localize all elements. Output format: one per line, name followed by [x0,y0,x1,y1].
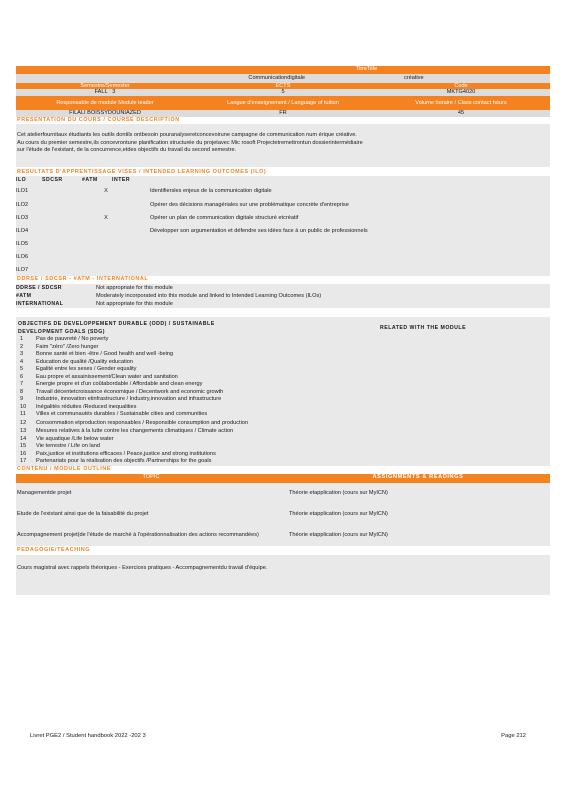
dcsr-table [16,284,550,308]
content-row [16,525,550,546]
dcsr-label: INTERNATIONAL [16,301,64,307]
sdg-text: Mesures relatives à la lutte contre les changements climatiques / Climate action [36,428,234,434]
responsible-value-row [16,110,550,117]
sdg-text: Consommation etproduction responsables / Responsible consumption and production [36,419,249,426]
content-row [16,504,550,525]
sdg-text: Paix,justice et institutions efficaces / Peace,justice and strong institutions [36,450,216,457]
sdg-row [16,458,550,466]
pedagogy-text: Cours magistral avec rappels théoriques - Exercices pratiques - Accompagnementdu travail d'équipe. [16,555,550,595]
responsible-label-row [16,96,550,110]
semester-value: FALL 3 [94,89,116,95]
code-label: Code [454,83,468,89]
content-topic: Accompagnement projet(de l'étude de marché à l'opérationnalisation des actions recommandées) [17,531,259,538]
sdg-row [16,344,550,352]
ilo-header-row [16,176,550,184]
sdg-number: 13 [20,428,27,434]
title-value: Communicationdigitale [248,75,305,81]
ilo-row [16,224,550,237]
sdg-row [16,436,550,444]
sdg-text: Bonne santé et bien -être / Good health and well -being [36,351,174,357]
sdg-row [16,336,550,344]
dcsr-text: Moderately incorporated into this module and linked to Intended Learning Outcomes (ILOs) [96,293,322,299]
ilo-row [16,211,550,224]
sdg-number: 1 [20,336,24,342]
content-header-row [16,474,550,483]
ilo-code: ILO1 [16,188,29,194]
content-row [16,483,550,504]
responsible-label: Responsable de module Module leader [56,99,154,106]
ilo-code: ILO4 [16,227,29,234]
semester-value-row [16,89,550,96]
language-value: FR [279,110,287,116]
ects-value: 5 [281,89,285,95]
sdg-number: 14 [20,435,27,442]
content-col-topic: TOPIC [142,473,160,480]
dcsr-row [16,300,550,308]
responsible-value: FILALI BOISSYDOUNIAZED [69,110,141,116]
ilo-col-dcsr: SDCSR [42,177,63,183]
sdg-number: 3 [20,351,24,357]
sdg-number: 15 [20,443,27,449]
content-heading: CONTENU / MODULE OUTLINE [17,465,112,472]
title-value-2: créative [404,75,424,81]
page-footer [30,733,526,739]
ilo-text: Identifiersles enjeux de la communication digitale [150,188,272,194]
sdg-text: Travail décentetcroissance économique / Decentwork and economic growth [36,388,224,395]
ilo-row [16,198,550,211]
sdg-text: Partenariats pour la réalisation des objectifs /Partnerships for the goals [36,458,212,464]
dcsr-text: Not appropriate for this module [96,301,173,307]
sdg-text: Inégalités réduites /Reduced inequalities [36,403,137,410]
ilo-code: ILO5 [16,240,29,247]
sdg-rows [16,336,550,466]
dcsr-label: DDRSE / SDCSR [16,285,62,291]
ilo-col-ilo: ILO [16,177,27,183]
sdg-number: 11 [20,411,26,417]
sdg-row [16,411,550,419]
sdg-number: 12 [20,419,27,426]
ilo-table [16,176,550,276]
title-label-row [16,66,550,74]
code-value: MKTG4020 [446,89,476,95]
ilo-code: ILO2 [16,201,29,208]
ilo-row [16,184,550,198]
sdg-text: Industrie, innovation etinfrastructure / Industry,innovation and infrastructure [36,396,222,402]
sdg-text: Eau propre et assainissement/Clean water and sanitation [36,373,178,380]
ilo-heading: RESULTATS D'APPRENTISSAGE VISES / INTENDED LEARNING OUTCOMES (ILO) [17,169,267,175]
sdg-row [16,404,550,412]
ects-label: ECTS [275,83,291,89]
pedagogy-heading: PEDAGOGIE/TEACHING [17,546,91,553]
sdg-table [16,317,550,466]
sdg-row [16,428,550,436]
sdg-text: Faim "zéro" /Zero hunger [36,343,99,350]
language-label: Langue d'enseignement / Language of tuition [227,100,339,106]
sdg-number: 7 [20,381,24,387]
presentation-text [16,124,550,167]
ilo-text: Développer son argumentation et défendre ses idées face à un public de professionnels [150,227,368,234]
ilo-text: Opérer un plan de communication digitale structuré etcréatif [150,214,299,221]
presentation-line-3: sur l'étude de l'existant, de la concurrence,etdes objectifs du travail du second semestre. [17,147,237,153]
content-assign: Théorie etapplication (cours sur MyICN) [289,532,388,538]
sdg-text: Egalité entre les sexes / Gender equality [36,366,137,372]
volume-label: Volume horaire / Class contact hours [415,99,507,106]
sdg-row [16,389,550,397]
sdg-number: 10 [20,403,27,410]
ilo-row [16,237,550,250]
content-table [16,483,550,546]
ilo-text: Opérer des décisions managériales sur une problématique concrète d'entreprise [150,201,349,208]
sdg-number: 16 [20,450,27,457]
presentation-heading: PRESENTATION DU COURS / COURSE DESCRIPTION [17,117,180,123]
sdg-number: 2 [20,343,24,350]
sdg-number: 6 [20,373,24,380]
sdg-row [16,396,550,404]
presentation-line-2: Au cours du premier semestre,ils concevrontune planification structurée du projetavec Mic rosoft Projectetremettrontun dossierintermédiaire [17,139,363,146]
sdg-heading-1: OBJECTIFS DE DEVELOPPEMENT DURABLE (ODD) / SUSTAINABLE [18,321,215,327]
ilo-mark: X [104,214,108,221]
sdg-number: 8 [20,388,24,395]
sdg-number: 9 [20,396,24,402]
content-assign: Théorie etapplication (cours sur MyICN) [289,490,388,496]
sdg-text: Education de qualité /Quality education [36,358,134,365]
sdg-row [16,351,550,359]
footer-left: Livret PGE2 / Student handbook 2022 -202 3 [30,733,146,739]
sdg-row [16,381,550,389]
sdg-row [16,374,550,382]
volume-value: 45 [457,110,465,116]
title-label: TitreTitle [355,66,378,72]
sdg-row [16,419,550,429]
content-col-assign: ASSIGNMENTS & READINGS [372,473,464,480]
ilo-code: ILO7 [16,266,29,273]
ilo-col-inter: INTER [112,177,131,183]
title-value-row [16,74,550,83]
semester-label: Semestre/Semester [80,83,130,89]
sdg-header [16,320,550,336]
ilo-mark: X [104,188,108,194]
dcsr-label: #ATM [16,293,32,299]
content-topic: Managementde projet [17,489,72,496]
sdg-row [16,366,550,374]
sdg-related: RELATED WITH THE MODULE [380,325,467,331]
content-assign: Théorie etapplication (cours sur MyICN) [289,511,388,517]
sdg-text: Vie aquatique /Life below water [36,435,114,442]
sdg-text: Vie terrestre / Life on land [36,443,100,449]
ilo-row [16,263,550,276]
sdg-row [16,443,550,451]
ilo-code: ILO3 [16,214,29,221]
sdg-row [16,359,550,367]
ilo-rows [16,184,550,276]
presentation-line-1: Cet atelierfournitaux étudiants les outils dontils ontbesoin pouranalyseretconcevoirune campagne de communication num érique créative. [17,132,357,138]
sdg-heading-2: DEVELOPMENT GOALS (SDG) [18,329,106,335]
dcsr-row [16,284,550,292]
sdg-number: 17 [20,458,27,464]
sdg-row [16,451,550,459]
sdg-text: Pas de pauvreté / No poverty [36,336,109,342]
dcsr-row [16,292,550,300]
ilo-code: ILO6 [16,253,29,260]
sdg-number: 4 [20,358,24,365]
sdg-number: 5 [20,366,24,372]
dcsr-heading: DDRSE / SDCSR - #ATM - INTERNATIONAL [17,276,149,282]
ilo-col-atm: #ATM [82,177,98,183]
content-topic: Etude de l'existant ainsi que de la faisabilité du projet [17,510,149,517]
ilo-row [16,250,550,263]
sdg-text: Villes et communautés durables / Sustainable cities and communities [36,411,208,417]
course-sheet [16,66,550,595]
dcsr-text: Not appropriate for this module [96,285,173,291]
footer-page: Page 212 [501,733,526,739]
sdg-text: Energie propre et d'un coûtabordable / Affordable and clean energy [36,381,203,387]
